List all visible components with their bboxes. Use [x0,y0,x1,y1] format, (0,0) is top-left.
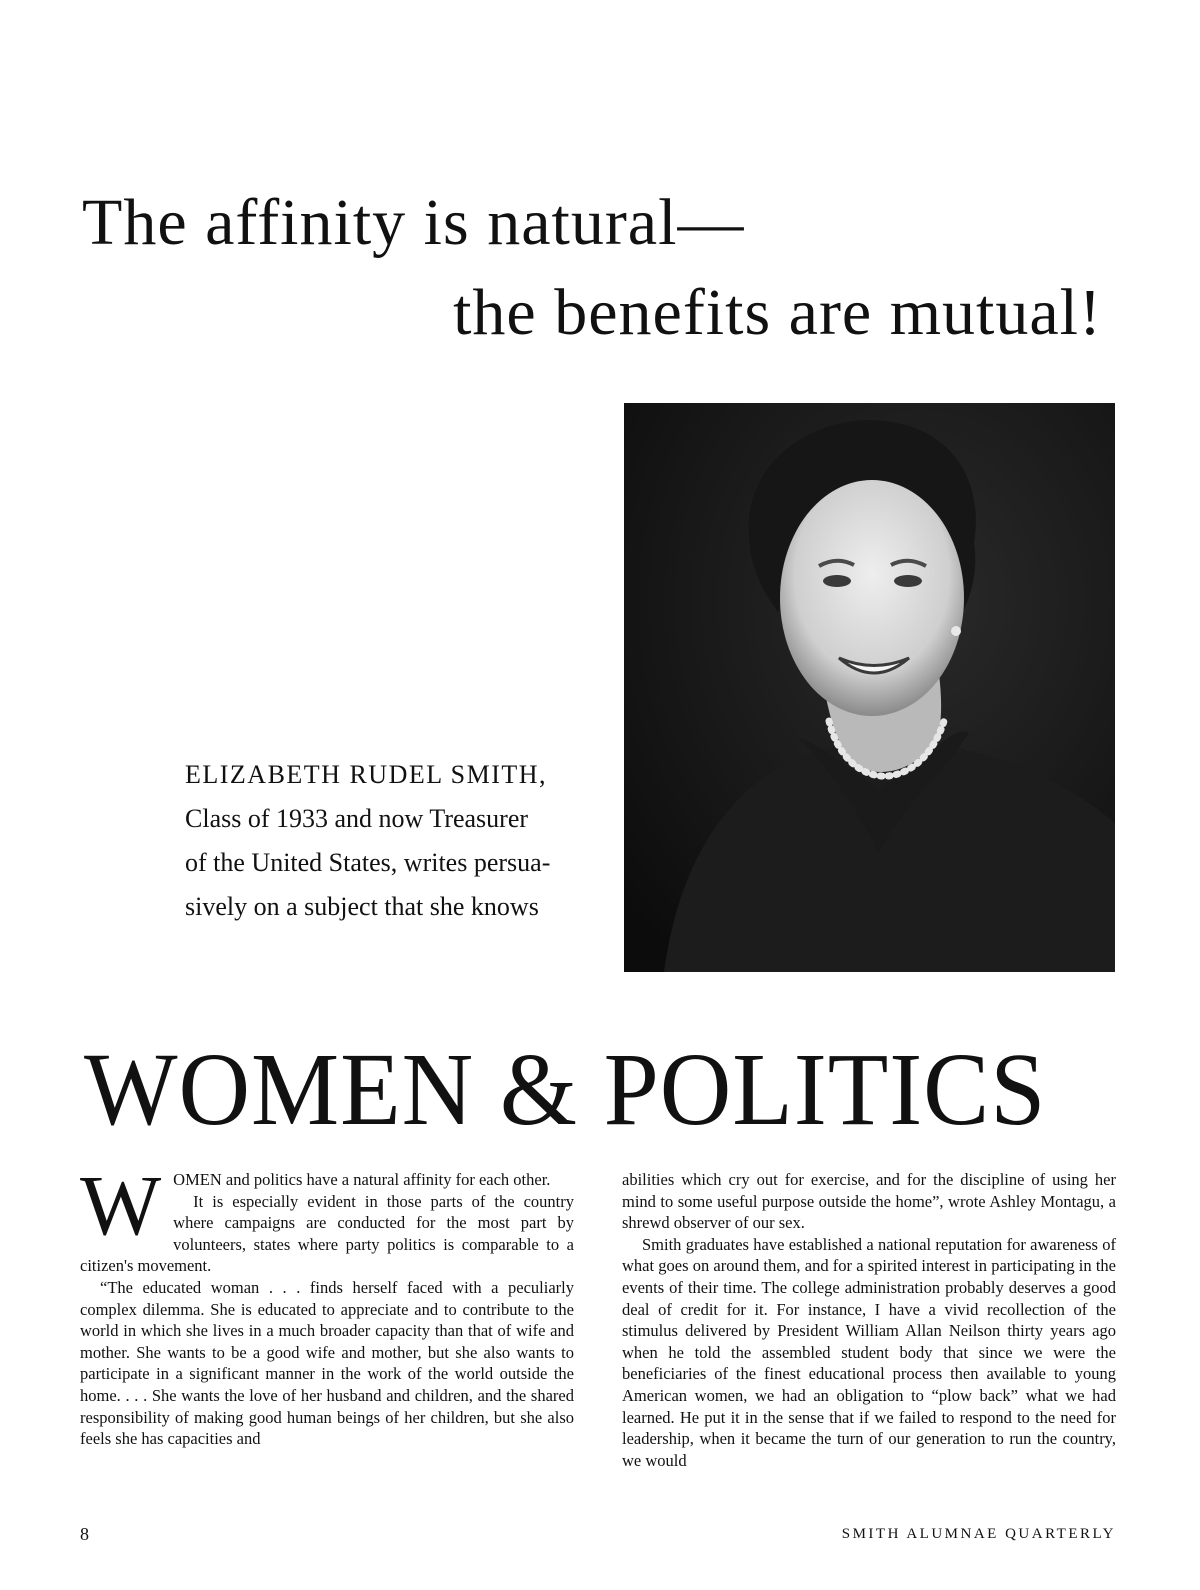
headline-line-1: The affinity is natural— [82,186,745,259]
author-intro [185,753,585,929]
paragraph: It is especially evident in those parts of the country where campaigns are conducted for the most part by volunteers, states where party politics is comparable to a citizen's movement. [80,1191,574,1276]
drop-cap: W [80,1157,162,1253]
article-column-right [622,1169,1116,1471]
intro-line: sively on a subject that she knows [185,892,539,921]
article-title: WOMEN & POLITICS [84,1032,1047,1147]
intro-line: ELIZABETH RUDEL SMITH, [185,760,548,789]
paragraph: Smith graduates have established a national reputation for awareness of what goes on around them, and for a spirited interest in participating in the events of their time. The college administration probably deserves a good deal of credit for it. For instance, I have a vivid recollection of the stimulus delivered by President William Allan Neilson thirty years ago when he told the assembled student body that since we were the beneficiaries of the finest educational process then available to young American women, we had an obligation to “plow back” what we had learned. He put it in the sense that if we failed to respond to the need for leadership, when it became the turn of our generation to run the country, we would [622,1234,1116,1470]
intro-line: Class of 1933 and now Treasurer [185,804,529,833]
headline-line-2: the benefits are mutual! [453,276,1102,349]
intro-line: of the United States, writes persua- [185,848,551,877]
page-number: 8 [80,1524,89,1544]
portrait-photo [624,403,1115,972]
paragraph: OMEN and politics have a natural affinity for each other. [173,1170,551,1189]
paragraph: “The educated woman . . . finds herself faced with a peculiarly complex dilemma. She is educated to appreciate and to contribute to the world in which she lives in a much broader capacity than that of wife and mother. She wants to be a good wife and mother, but she also wants to participate in a significant manner in the work of the world outside the home. . . . She wants the love of her husband and children, and the shared responsibility of making good human beings of her children, but she also feels she has capacities and [80,1277,574,1449]
article-column-left [80,1157,574,1450]
journal-name: SMITH ALUMNAE QUARTERLY [841,1526,1116,1542]
paragraph: abilities which cry out for exercise, and for the discipline of using her mind to some useful purpose outside the home”, wrote Ashley Montagu, a shrewd observer of our sex. [622,1170,1116,1233]
